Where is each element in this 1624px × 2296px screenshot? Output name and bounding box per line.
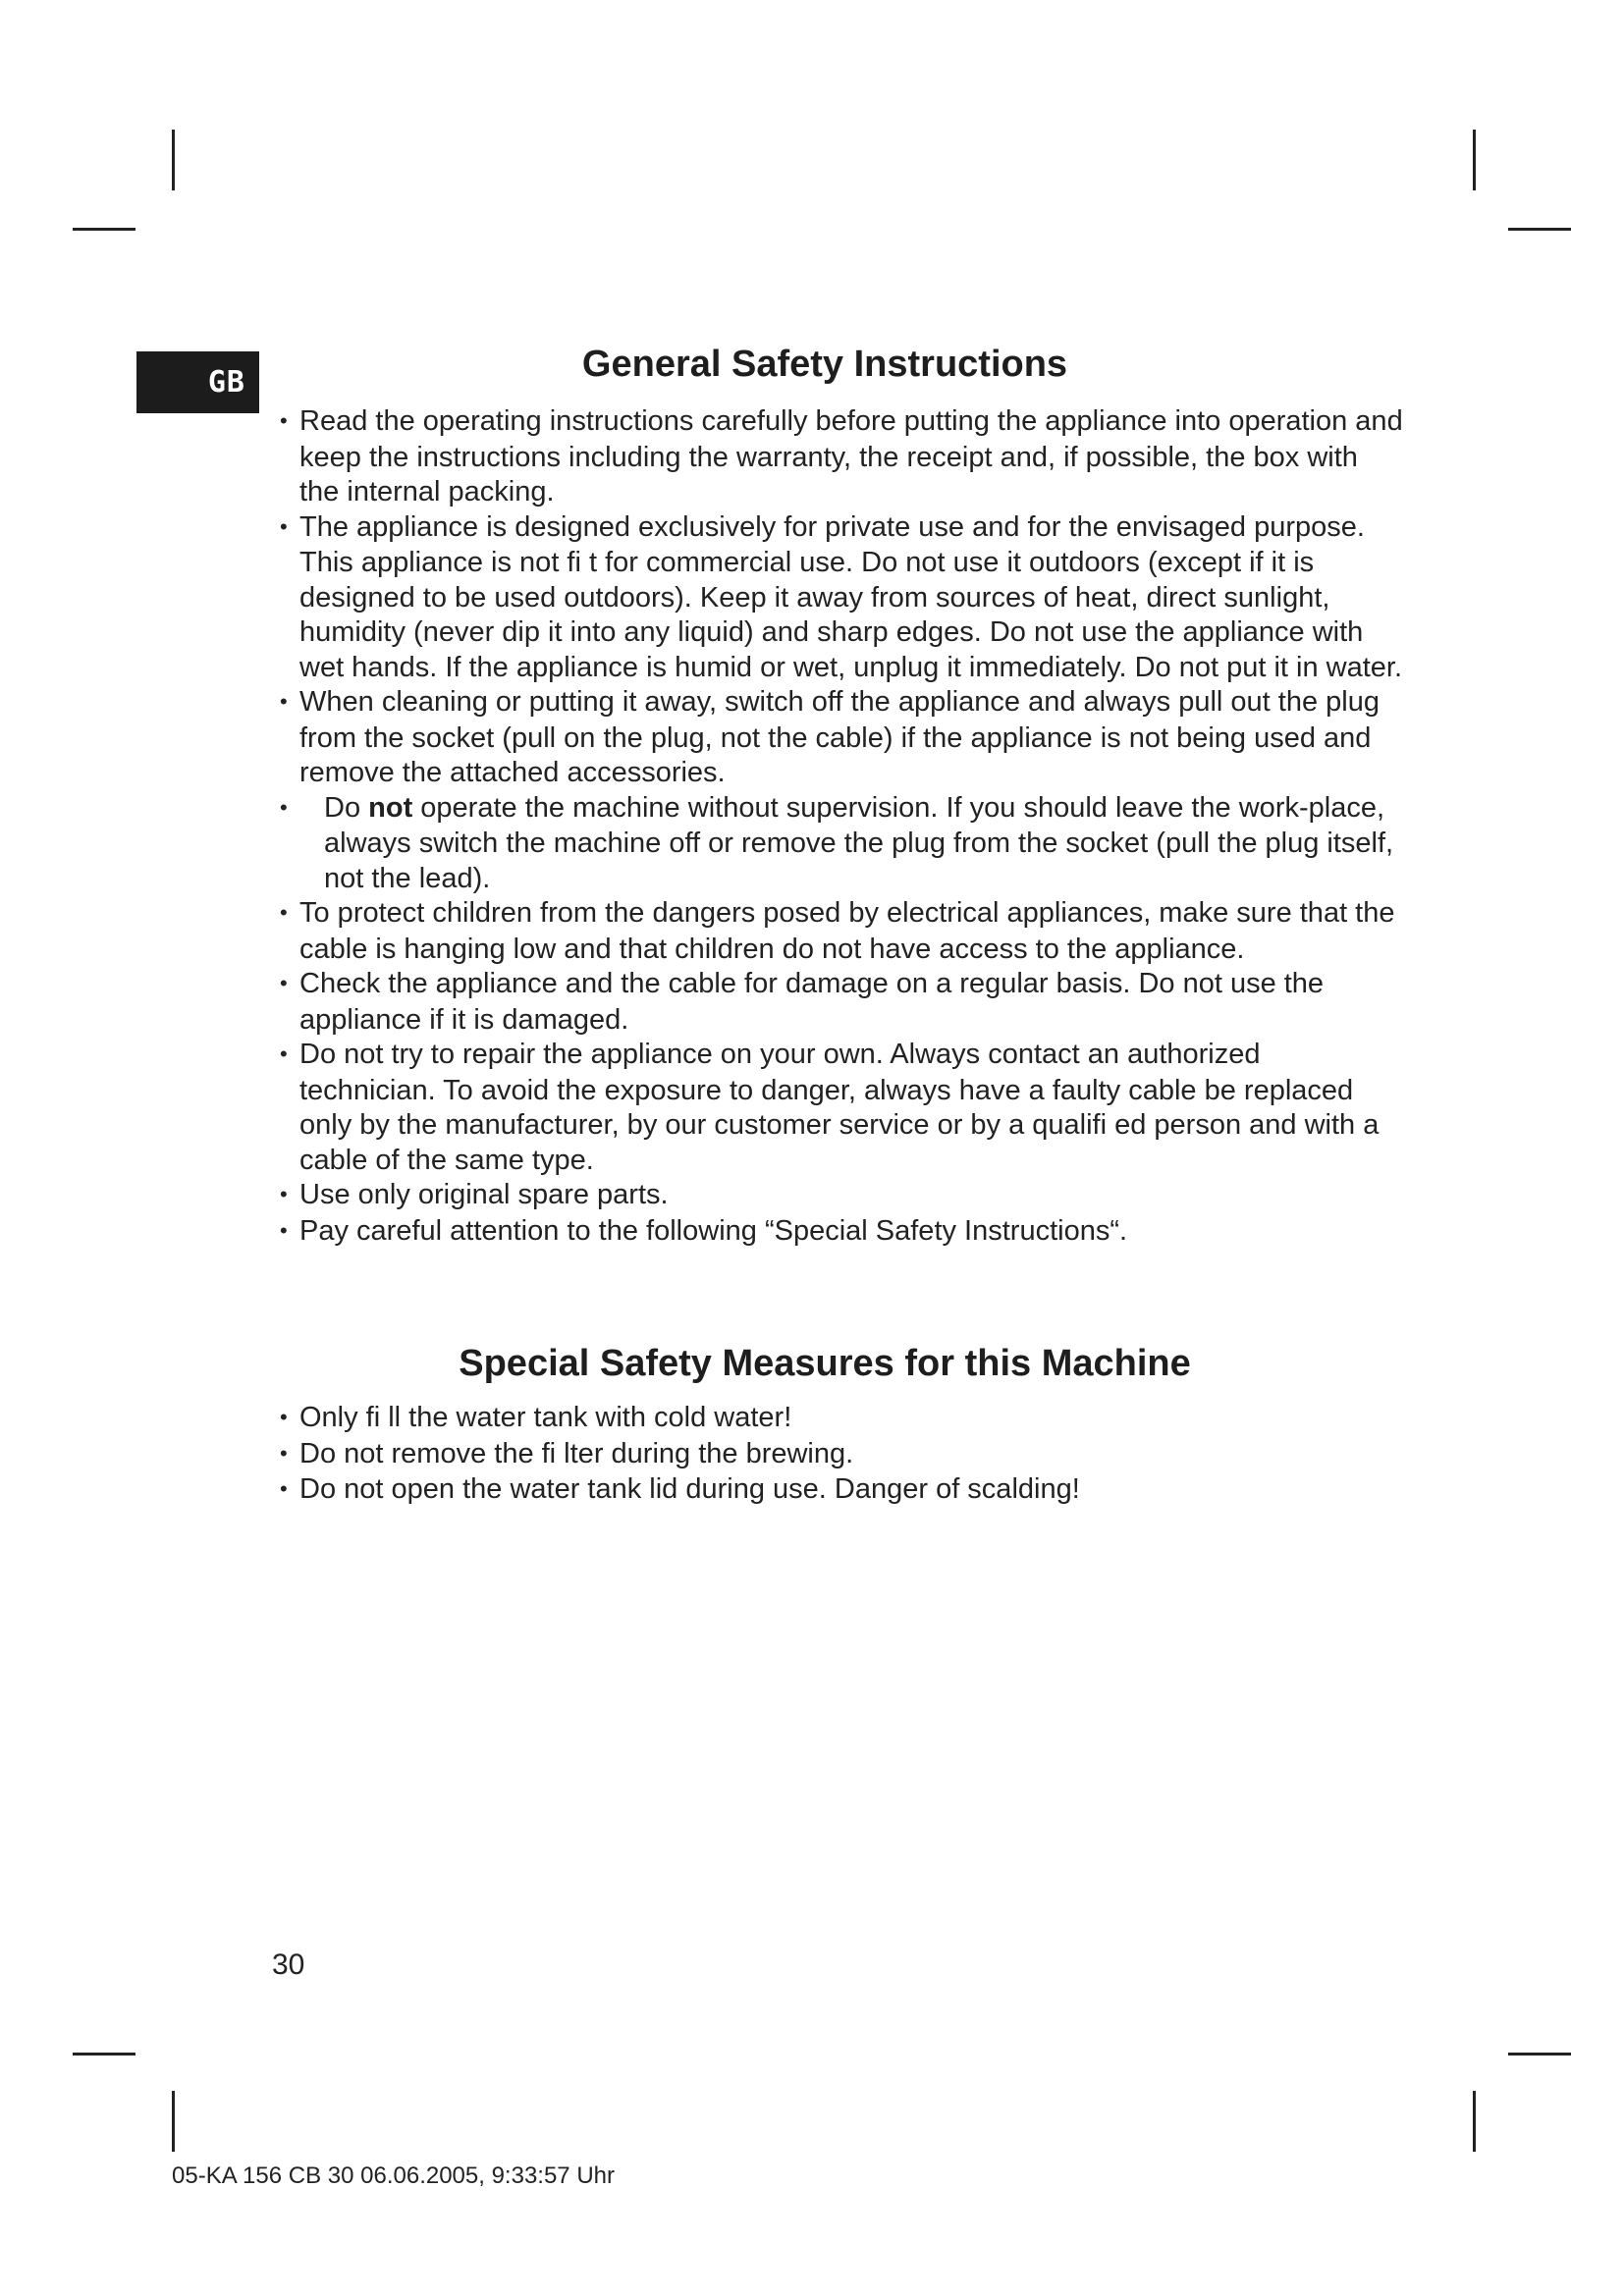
special-safety-list xyxy=(265,1401,1404,1509)
list-item xyxy=(265,896,1404,967)
bullet-icon: • xyxy=(280,1217,288,1243)
crop-mark-bottom-right-horizontal xyxy=(1508,2053,1571,2056)
bullet-icon: • xyxy=(280,900,288,925)
list-item-text: Do not remove the fi lter during the brewing. xyxy=(299,1437,854,1469)
list-item-text: Use only original spare parts. xyxy=(299,1179,669,1210)
bullet-icon: • xyxy=(280,1440,288,1466)
list-item xyxy=(265,510,1404,686)
list-item xyxy=(265,1401,1404,1437)
list-item xyxy=(265,791,1404,897)
list-item xyxy=(265,967,1404,1038)
crop-mark-top-left-vertical xyxy=(172,130,175,190)
bullet-icon: • xyxy=(280,971,288,995)
general-safety-title: General Safety Instructions xyxy=(581,344,1068,385)
list-item-text: Do not try to repair the appliance on your own. Always contact an authorized technician. To avoid the exposure to danger, always have a faulty cable be replaced only by the manufacturer, by our customer service or by a qualifi ed person and with a cable of the same type. xyxy=(299,1039,1380,1176)
bullet-icon: • xyxy=(280,408,288,433)
list-item-text: To protect children from the dangers posed by electrical appliances, make sure that the cable is hanging low and that children do not have access to the appliance. xyxy=(299,897,1395,965)
list-item-text: When cleaning or putting it away, switch off the appliance and always pull out the plug from the socket (pull on the plug, not the cable) if the appliance is not being used and remove the attached accessories. xyxy=(299,686,1380,788)
list-item-emphasis: not xyxy=(368,791,413,824)
language-tab: GB xyxy=(136,351,259,413)
special-safety-title: Special Safety Measures for this Machine xyxy=(459,1343,1191,1384)
list-item-text: Pay careful attention to the following “Special Safety Instructions“. xyxy=(299,1214,1128,1247)
crop-mark-top-right-vertical xyxy=(1473,130,1476,190)
list-item xyxy=(265,685,1404,791)
list-item-text: Only fi ll the water tank with cold water! xyxy=(299,1402,792,1433)
crop-mark-top-right-horizontal xyxy=(1508,228,1571,231)
bullet-icon: • xyxy=(280,1041,288,1066)
list-item-text: Do not open the water tank lid during use. Danger of scalding! xyxy=(299,1473,1080,1505)
crop-mark-bottom-left-horizontal xyxy=(73,2053,135,2056)
list-item xyxy=(265,404,1404,510)
list-item-text-after: operate the machine without supervision. If you should leave the work-place, always switch the machine off or remove the plug from the socket (pull the plug itself, not the lead). xyxy=(324,791,1394,894)
list-item-text: The appliance is designed exclusively for private use and for the envisaged purpose. This appliance is not fi t for commercial use. Do not use it outdoors (except if it is designed to be used outdoors). Keep it away from sources of heat, direct sunlight, humidity (never dip it into any liquid) and sharp edges. Do not use the appliance with wet hands. If the appliance is humid or wet, unplug it immediately. Do not put it in water. xyxy=(299,510,1402,683)
bullet-icon: • xyxy=(280,1405,288,1429)
bullet-icon: • xyxy=(280,1476,288,1501)
list-item xyxy=(265,1214,1404,1251)
bullet-icon: • xyxy=(280,689,288,714)
bullet-icon: • xyxy=(280,794,288,820)
crop-mark-bottom-right-vertical xyxy=(1473,2091,1476,2152)
general-safety-list xyxy=(265,404,1404,1250)
list-item-text: Read the operating instructions carefully before putting the appliance into operation and keep the instructions including the warranty, the receipt and, if possible, the box with the internal packing. xyxy=(299,405,1403,507)
list-item xyxy=(265,1178,1404,1214)
print-footer: 05-KA 156 CB 30 06.06.2005, 9:33:57 Uhr xyxy=(172,2163,615,2189)
list-item-text: Check the appliance and the cable for damage on a regular basis. Do not use the appliance if it is damaged. xyxy=(299,968,1325,1036)
crop-mark-top-left-horizontal xyxy=(73,228,135,231)
crop-mark-bottom-left-vertical xyxy=(172,2091,175,2152)
list-item xyxy=(265,1038,1404,1178)
list-item xyxy=(265,1437,1404,1473)
bullet-icon: • xyxy=(280,513,288,539)
bullet-icon: • xyxy=(280,1182,288,1206)
list-item-text-before: Do xyxy=(324,791,369,824)
list-item xyxy=(265,1472,1404,1509)
page-number: 30 xyxy=(272,1949,305,1981)
